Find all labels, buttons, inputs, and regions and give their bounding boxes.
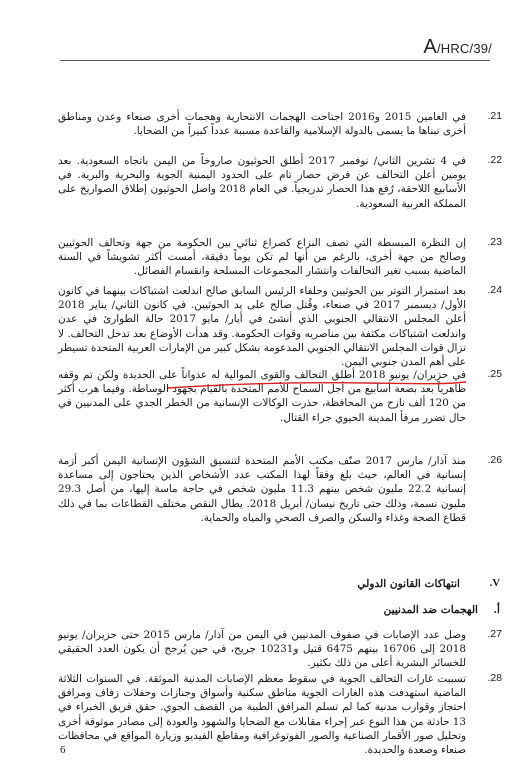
paragraph-number: .28 — [487, 673, 502, 684]
paragraph-26 — [58, 454, 500, 562]
page-number: 6 — [60, 744, 66, 756]
paragraph-text: منذ آذار/ مارس 2017 صنّف مكتب الأمم المتحدة لتنسيق الشؤون الإنسانية اليمن أكبر أزمة إنسانية في العالم، حيث بلغ وفقاً لهذا المكتب عدد الأشخاص الذين يحتاجون إلى مساعدة إنسانية 22.2 مليون شخص بينهم 11.3 مليون شخص في حاجة ماسة إليها، من أصل 29.3 مليون نسمة، وذلك حتى تاريخ نيسان/ أبريل 2018. يطال النقص مختلف القطاعات بما في ذلك قطاع الصحة وغذاء والسكن والصرف الصحي والمياه والحماية. — [58, 455, 466, 524]
paragraph-27 — [58, 628, 500, 676]
paragraph-number: .21 — [487, 111, 502, 122]
document-symbol — [423, 36, 492, 59]
paragraph-22 — [58, 154, 500, 216]
paragraph-21 — [58, 110, 500, 142]
subsection-title: الهجمات ضد المدنيين — [383, 604, 478, 616]
paragraph-number: .25 — [487, 369, 502, 380]
paragraph-number: .26 — [487, 455, 502, 466]
header-rule — [60, 60, 490, 61]
paragraph-text: في حزيران/ يونيو 2018 أطلق التحالف والقوى الموالية له عدواناً على الحديدة ولكن تم وقفه ظاهرياً بعد بضعة أسابيع من أجل السماح للأمم المتحدة بالقيام بجهود الوساطة. وفيما هرب أكثر من 120 ألف نازح من المحافظة، حذرت الوكالات الإنسانية من الخطر الجدي على المدنيين في حال تضرر مرفأ المدينة الحيوي جراء القتال. — [58, 369, 466, 424]
paragraph-text: وصل عدد الإصابات في صفوف المدنيين في اليمن من آذار/ مارس 2015 حتى حزيران/ يونيو 2018 إلى 16706 بينهم 6475 قتيل و10231 جريح، في حين يُرجح أن يكون العدد الحقيقي للخسائر البشرية أعلى من ذلك بكثير. — [58, 629, 466, 670]
symbol-rest: /HRC/39/ — [436, 41, 492, 56]
paragraph-text: في 4 تشرين الثاني/ نوفمبر 2017 أطلق الحوثيون صاروخاً من اليمن باتجاه السعودية. بعد يومين أعلن التحالف عن فرض حصار تام على الحدود اليمنية الجوية والبحرية والبرية. في الأسابيع اللاحقة، رُفع هذا الحصار تدريجياً. في العام 2018 واصل الحوثيون إطلاق الصواريخ على المملكة العربية السعودية. — [58, 155, 467, 210]
paragraph-23 — [58, 236, 500, 284]
paragraph-number: .23 — [487, 237, 502, 248]
paragraph-text: بعد استمرار التوتر بين الحوثيين وحلفاء الرئيس السابق صالح اندلعت اشتباكات بينهما في كانون الأول/ ديسمبر 2017 في صنعاء، وقُتل صالح على يد الحوثيين. في كانون الثاني/ يناير 2018 أعلن المجلس الانتقالي الجنوبي الذي أنشئ في أيار/ مايو 2017 حالة الطوارئ في عدن واندلعت اشتباكات مكثفة بين مناصريه وقوات الحكومة. وقد هدأت الأوضاع بعد تدخل التحالف. لا تزال قوات المجلس الانتقالي الجنوبي المدعومة بشكل كبير من الإمارات العربية المتحدة تسيطر على أهم المدن جنوبي اليمن. — [58, 285, 466, 369]
red-underline-annotation — [168, 380, 468, 392]
symbol-prefix: A — [423, 36, 437, 58]
paragraph-number: .22 — [487, 155, 502, 166]
paragraph-25 — [58, 368, 500, 450]
section-title: انتهاكات القانون الدولي — [357, 578, 460, 590]
paragraph-28 — [58, 672, 502, 757]
subsection-number: أ. — [493, 604, 500, 616]
paragraph-number: .24 — [487, 285, 502, 296]
paragraph-number: .27 — [487, 629, 502, 640]
paragraph-text: إن النظرة المبسطة التي تصف النزاع كصراع ثنائي بين الحكومة من جهة وتحالف الحوثيين وصالح من جهة أخرى، بالرغم من أنها لم تكن يوماً دقيقة، أمست أكثر تشويشاً في السنة الماضية بسبب تغير التحالفات وانتشار المجموعات المسلحة وانقسام الفصائل. — [58, 237, 466, 278]
paragraph-text: في العامين 2015 و2016 اجتاحت الهجمات الانتحارية وهجمات أخرى صنعاء وعدن ومناطق أخرى تبناها ما يسمى بالدولة الإسلامية والقاعدة مسببة عدداً كبيراً من الضحايا. — [58, 111, 466, 138]
paragraph-24 — [58, 284, 502, 369]
section-number: .V — [489, 578, 500, 589]
paragraph-text: تسببت غارات التحالف الجوية في سقوط معظم الإصابات المدنية الموثقة. في السنوات الثلاثة الماضية استهدفت هذه الغارات الجوية مناطق سكنية وأسواق وجنازات وحفلات زفاف ومرافق احتجاز وقوارب مدنية كما لم تسلم المرافق الطبية من القصف الجوي. حقق فريق الخبراء في 13 حادثة من هذا النوع عبر إجراء مقابلات مع الضحايا والشهود والعودة إلى مصادر موثوقة أخرى وتحليل صور الأقمار الصناعية والصور الفوتوغرافية ومقاطع الفيديو وزيارة المواقع في محافظات صنعاء وصعدة والحديدة. — [58, 673, 466, 757]
